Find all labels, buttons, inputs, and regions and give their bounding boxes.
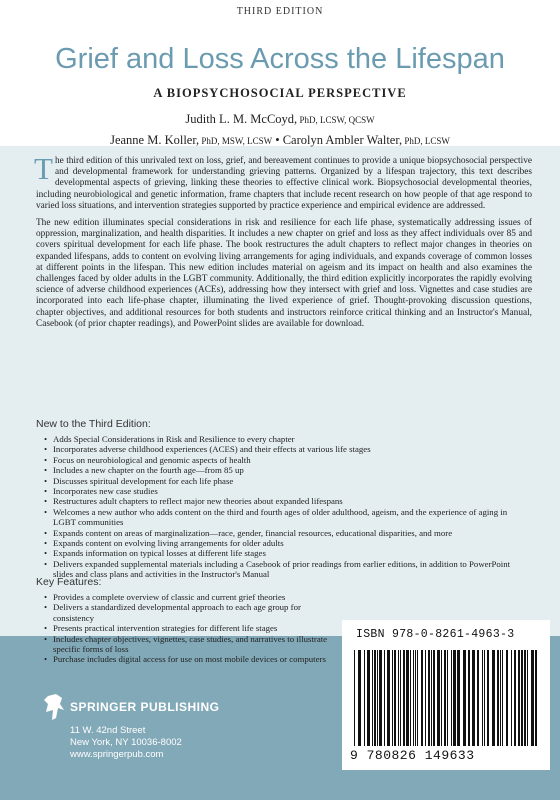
author-name: Jeanne M. Koller, bbox=[110, 133, 200, 147]
edition-label: THIRD EDITION bbox=[236, 6, 324, 17]
book-description bbox=[34, 151, 532, 336]
author-line-1 bbox=[0, 109, 560, 130]
author-credentials: PhD, MSW, LCSW bbox=[199, 136, 273, 146]
list-item: • Expands content on areas of marginalization—race, gender, financial resources, educational disparities, and more bbox=[44, 528, 524, 538]
address-line: New York, NY 10036-8002 bbox=[70, 737, 182, 748]
list-item: • Expands content on evolving living arrangements for older adults bbox=[44, 538, 524, 548]
description-paragraph: The new edition illuminates special considerations in risk and resilience for each life phase, systematically addressing issues of oppression, marginalization, and health disparities. It includes a new chapter on grief and loss as they affect individuals over 85 and covers spiritual development for each life phase. The book restructures the adult chapters to reflect major changes in theories on expanded lifespans, adds to content on evolving living arrangements for aging individuals, and expands coverage of common losses at different points in the lifespan. This new edition includes material on ageism and its impact on health and also examines the challenges faced by older adults in the LGBT community. Additionally, the third edition explicitly incorporates the rapidly evolving science of adverse childhood experiences (ACEs), addressing how they intersect with grief and loss. Vignettes and case studies are incorporated into each life-phase chapter, illuminating the lived experience of grief. Thought-provoking discussion questions, chapter objectives, and additional resources for both students and instructors reinforce critical thinking and an Instructor's Manual, Casebook (of prior chapter readings), and PowerPoint slides are available for download. bbox=[36, 218, 532, 329]
key-features-list bbox=[44, 592, 334, 665]
list-item: • Welcomes a new author who adds content on the third and fourth ages of older adulthood, ageism, and the experience of aging in LGBT communities bbox=[44, 507, 524, 528]
author-credentials: PhD, LCSW bbox=[402, 136, 450, 146]
author-credentials: PhD, LCSW, QCSW bbox=[297, 115, 375, 125]
list-item: • Includes a new chapter on the fourth age—from 85 up bbox=[44, 465, 524, 475]
publisher-website: www.springerpub.com bbox=[70, 749, 164, 760]
drop-cap: T bbox=[34, 151, 53, 186]
barcode-number: 9 780826 149633 bbox=[350, 748, 475, 763]
isbn-label: ISBN 978-0-8261-4963-3 bbox=[356, 628, 515, 641]
list-item: • Includes chapter objectives, vignettes, case studies, and narratives to illustrate specific forms of loss bbox=[44, 634, 334, 655]
list-item: • Presents practical intervention strategies for different life stages bbox=[44, 623, 334, 633]
list-item: • Incorporates new case studies bbox=[44, 486, 524, 496]
key-features-heading: Key Features: bbox=[36, 576, 102, 588]
list-item: • Adds Special Considerations in Risk and Resilience to every chapter bbox=[44, 434, 524, 444]
book-title: Grief and Loss Across the Lifespan bbox=[55, 43, 505, 75]
author-name: Carolyn Ambler Walter, bbox=[282, 133, 403, 147]
list-item: • Expands information on typical losses at different life stages bbox=[44, 548, 524, 558]
list-item: • Purchase includes digital access for use on most mobile devices or computers bbox=[44, 654, 334, 664]
list-item: • Delivers a standardized developmental approach to each age group for consistency bbox=[44, 602, 334, 623]
author-line-2 bbox=[0, 130, 560, 151]
publisher-name: SPRINGER PUBLISHING bbox=[70, 700, 220, 714]
description-text: he third edition of this unrivaled text on loss, grief, and bereavement continues to provide a unique biopsychosocial perspective and developmental framework for understanding grieving patterns. Organized by a lifespan trajectory, this text describes developmental aspects of grieving, linking these theories to effective clinical work. Biopsychosocial developmental theories, including neurobiological and genetic information, frame chapters that include recent research on how people of that age respond to varied loss situations, and intervention strategies supported by practice experience and empirical evidence are addressed. bbox=[36, 156, 532, 211]
list-item: • Delivers expanded supplemental materials including a Casebook of prior readings from earlier editions, in addition to PowerPoint slides and class plans and activities in the Instructor's Manual bbox=[44, 559, 524, 580]
list-item: • Discusses spiritual development for each life phase bbox=[44, 476, 524, 486]
author-name: Judith L. M. McCoyd, bbox=[185, 112, 298, 126]
isbn-barcode bbox=[342, 620, 550, 770]
new-edition-heading: New to the Third Edition: bbox=[36, 418, 151, 430]
new-edition-list bbox=[44, 434, 524, 580]
list-item: • Provides a complete overview of classic and current grief theories bbox=[44, 592, 334, 602]
barcode-bars bbox=[352, 650, 540, 746]
description-paragraph bbox=[34, 151, 532, 212]
address-line: 11 W. 42nd Street bbox=[70, 725, 146, 736]
list-item: • Incorporates adverse childhood experiences (ACES) and their effects at various life stages bbox=[44, 444, 524, 454]
springer-horse-logo-icon bbox=[42, 692, 66, 722]
publisher-address bbox=[70, 725, 182, 761]
book-subtitle: A BIOPSYCHOSOCIAL PERSPECTIVE bbox=[153, 86, 407, 100]
list-item: • Focus on neurobiological and genomic aspects of health bbox=[44, 455, 524, 465]
list-item: • Restructures adult chapters to reflect major new theories about expanded lifespans bbox=[44, 496, 524, 506]
author-list bbox=[0, 109, 560, 151]
author-separator: • bbox=[272, 133, 283, 147]
